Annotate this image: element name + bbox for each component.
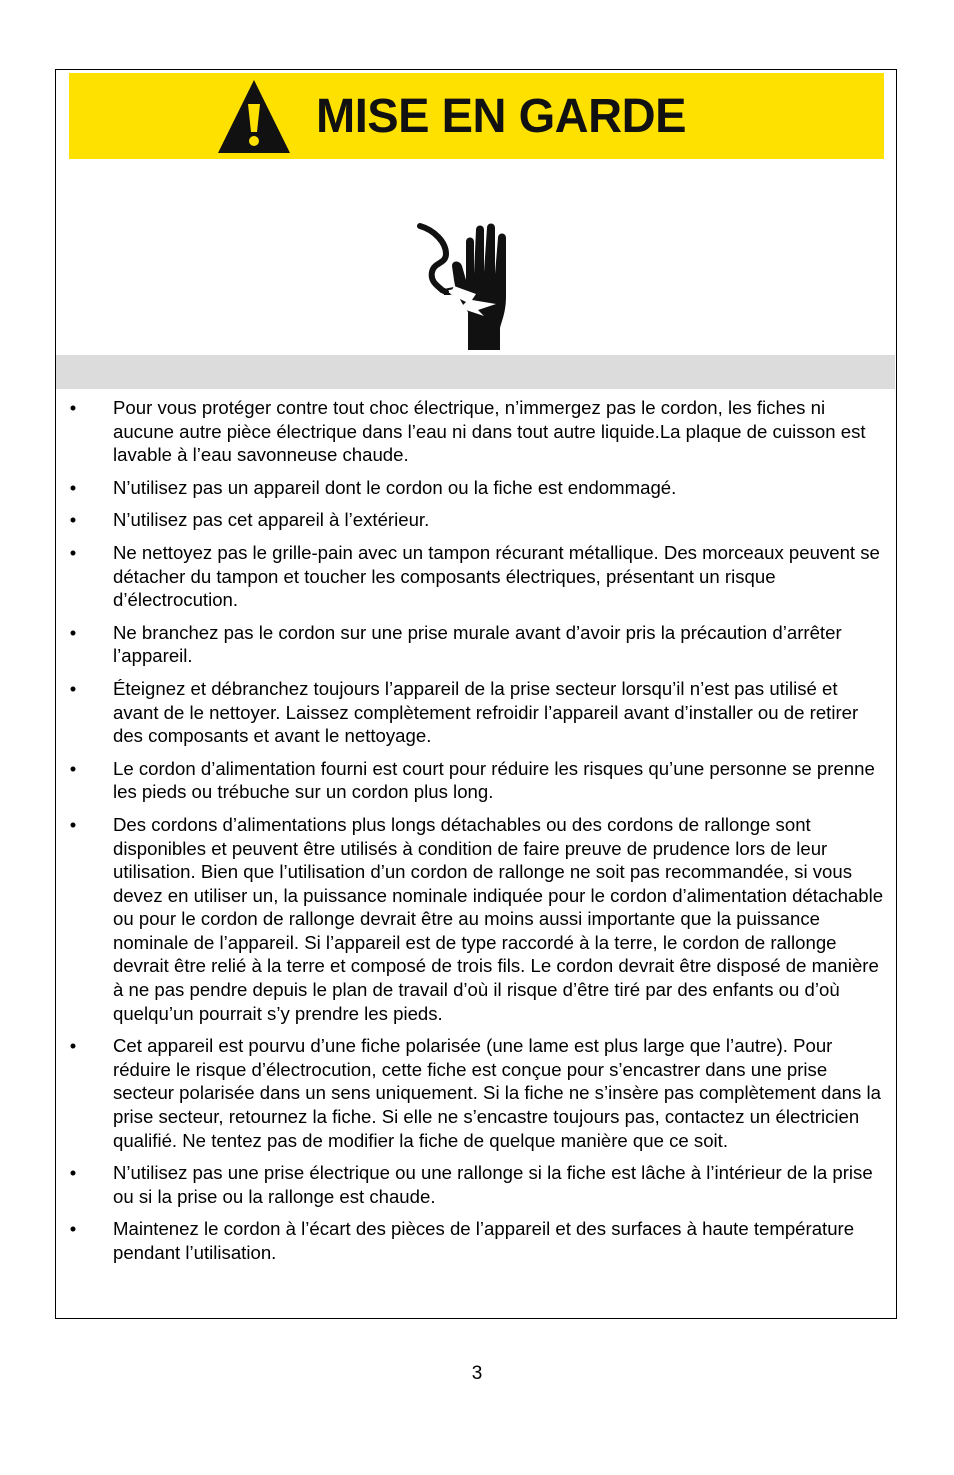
warning-text: N’utilisez pas un appareil dont le cordon ou la fiche est endommagé. — [113, 476, 677, 498]
bullet: • — [69, 621, 77, 643]
bullet: • — [69, 677, 77, 699]
list-item — [56, 757, 895, 804]
warning-banner — [69, 73, 884, 159]
list-item — [56, 541, 895, 612]
list-item — [56, 1217, 895, 1264]
list-item — [56, 621, 895, 668]
warning-text: Des cordons d’alimentations plus longs détachables ou des cordons de rallonge sont disponibles et peuvent être utilisés à condition de faire preuve de prudence lors de leur utilisation. Bien que l’utilisation d’un cordon de rallonge ne soit pas recommandée, si vous devez en utiliser un, la puissance nominale indiquée pour le cordon d’alimentation détachable ou pour le cordon de rallonge devrait être au moins aussi importante que la puissance nominale de l’appareil. Si l’appareil est de type raccordé à la terre, le cordon de rallonge devrait être relié à la terre et composé de trois fils. Le cordon devrait être disposé de manière à ne pas pendre depuis le plan de travail d’où il risque d’être tiré par des enfants ou d’où quelqu’un pourrait s’y prendre les pieds. — [113, 813, 884, 1024]
list-item — [56, 396, 895, 467]
list-item — [56, 813, 895, 1025]
bullet: • — [69, 1035, 77, 1057]
bullet: • — [69, 813, 77, 835]
list-item — [56, 1034, 895, 1152]
warning-text: Ne branchez pas le cordon sur une prise murale avant d’avoir pris la précaution d’arrêter l’appareil. — [113, 621, 842, 667]
warning-text: N’utilisez pas cet appareil à l’extérieur. — [113, 509, 430, 531]
list-item — [56, 1161, 895, 1208]
warning-text: Pour vous protéger contre tout choc électrique, n’immergez pas le cordon, les fiches ni aucune autre pièce électrique dans l’eau ni dans tout autre liquide.La plaque de cuisson est lavable à l’eau savonneuse chaude. — [113, 397, 866, 466]
page-number: 3 — [471, 1363, 483, 1384]
banner-title: MISE EN GARDE — [316, 90, 686, 143]
warning-box — [55, 69, 897, 1319]
bullet: • — [69, 476, 77, 498]
warning-text: Le cordon d’alimentation fourni est court pour réduire les risques qu’une personne se prenne les pieds ou trébuche sur un cordon plus long. — [113, 757, 875, 803]
bullet: • — [69, 509, 77, 531]
list-item — [56, 677, 895, 748]
warning-list — [56, 396, 895, 1274]
warning-text: Ne nettoyez pas le grille-pain avec un tampon récurant métallique. Des morceaux peuvent se détacher du tampon et toucher les composants électriques, présentant un risque d’électrocution. — [113, 541, 880, 611]
section-divider-bar — [56, 355, 895, 389]
list-item — [56, 508, 895, 532]
bullet: • — [69, 757, 77, 779]
bullet: • — [69, 1162, 77, 1184]
warning-text: Éteignez et débranchez toujours l’appareil de la prise secteur lorsqu’il n’est pas utilisé et avant de le nettoyer. Laissez complètement refroidir l’appareil avant d’installer ou de retirer des composants et avant le nettoyage. — [113, 677, 859, 747]
bullet: • — [69, 1218, 77, 1240]
bullet: • — [69, 397, 77, 418]
warning-text: Maintenez le cordon à l’écart des pièces de l’appareil et des surfaces à haute température pendant l’utilisation. — [113, 1218, 855, 1263]
list-item — [56, 476, 895, 500]
bullet: • — [69, 541, 77, 563]
electric-shock-hand-icon — [416, 220, 530, 350]
warning-triangle-icon — [217, 78, 291, 154]
warning-text: Cet appareil est pourvu d’une fiche polarisée (une lame est plus large que l’autre). Pour réduire le risque d’électrocution, cette fiche est conçue pour s’encastrer dans une prise secteur polarisée dans un sens uniquement. Si la fiche ne s’insère pas complètement dans la prise secteur, retournez la fiche. Si elle ne s’encastre toujours pas, contactez un électricien qualifié. Ne tentez pas de modifier la fiche de quelque manière que ce soit. — [113, 1035, 881, 1151]
warning-text: N’utilisez pas une prise électrique ou une rallonge si la fiche est lâche à l’intérieur de la prise ou si la prise ou la rallonge est chaude. — [113, 1162, 873, 1207]
